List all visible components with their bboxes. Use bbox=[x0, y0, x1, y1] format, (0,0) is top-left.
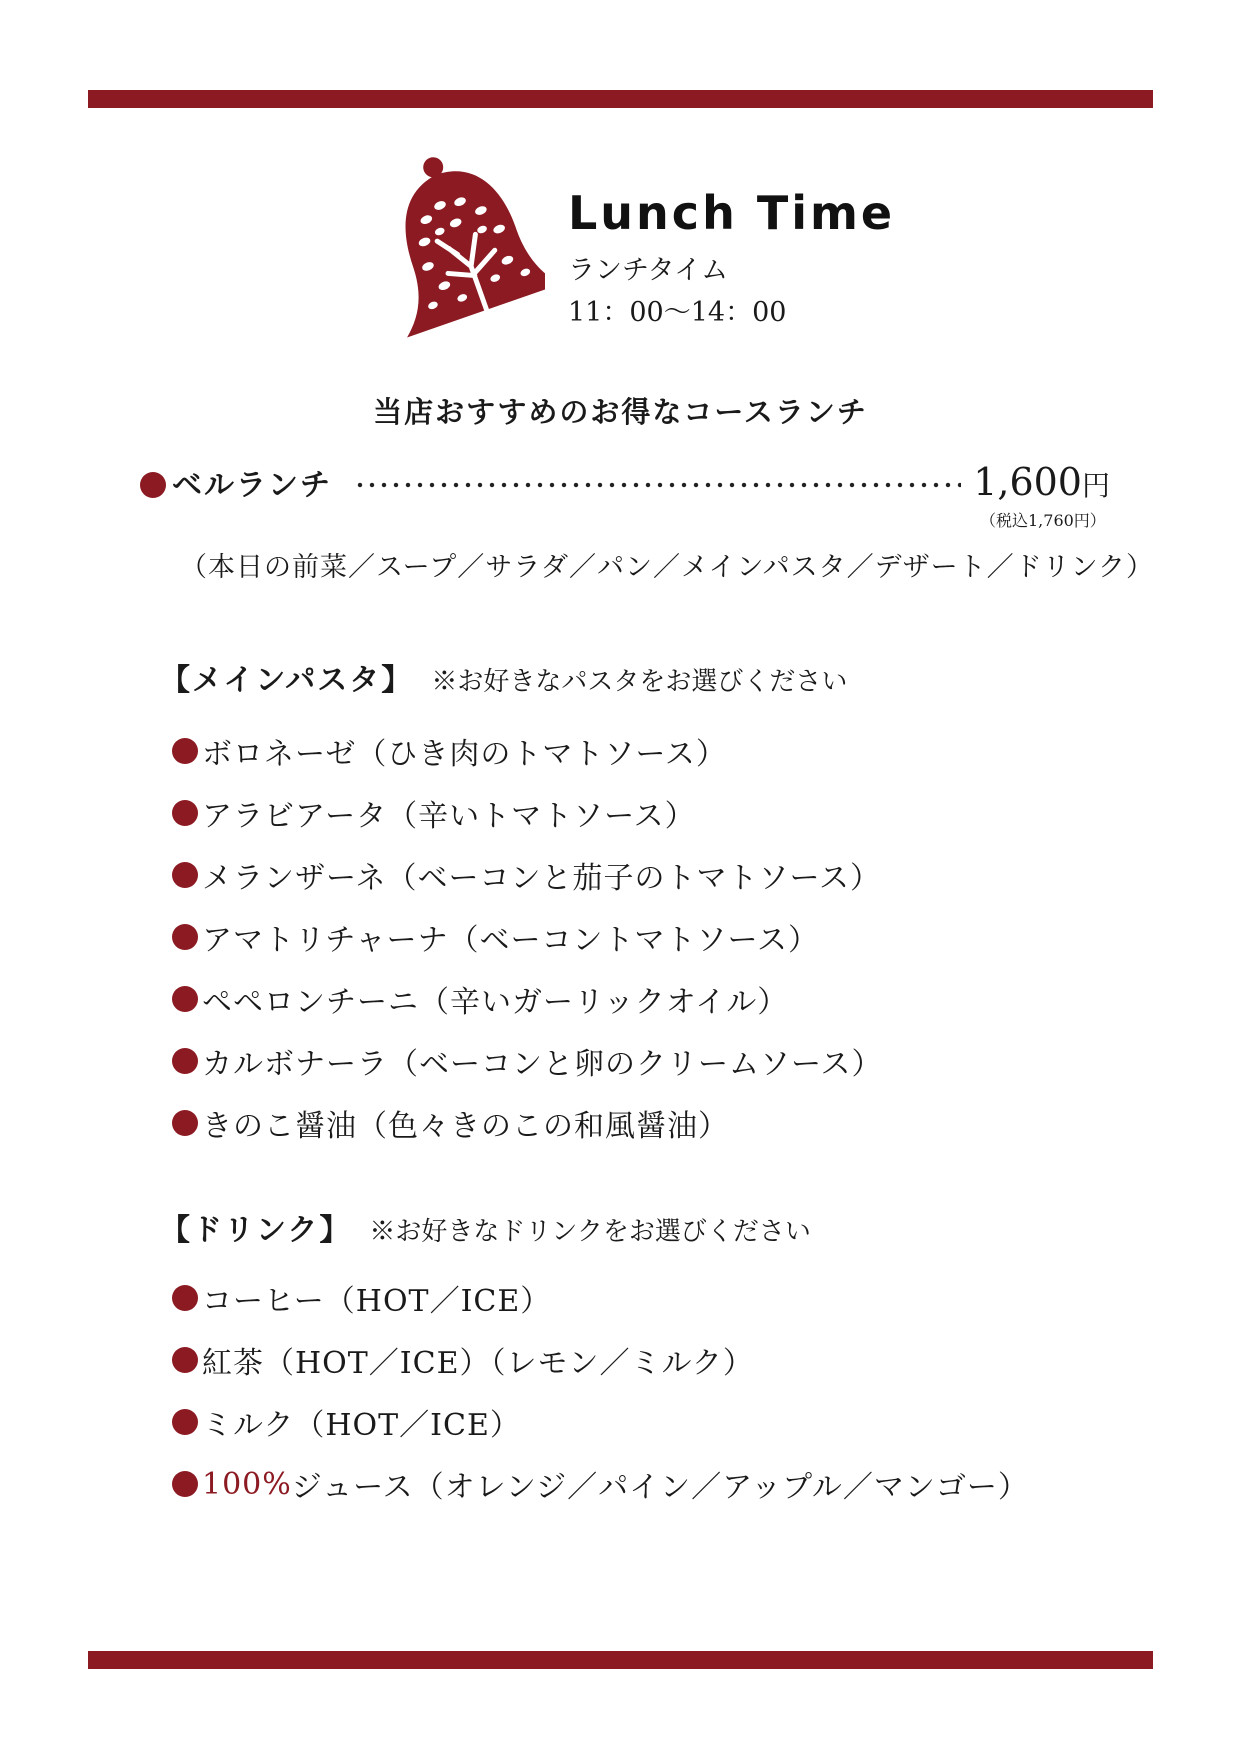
drink-section-note: ※お好きなドリンクをお選びください bbox=[369, 1217, 811, 1247]
course-heading: 当店おすすめのお得なコースランチ bbox=[373, 395, 868, 429]
top-rule bbox=[88, 90, 1153, 108]
tax-included-note: （税込1,760円） bbox=[980, 511, 1106, 530]
bullet-icon bbox=[140, 472, 166, 498]
course-price-unit: 円 bbox=[1081, 469, 1110, 502]
dot-leader bbox=[354, 482, 961, 488]
pasta-section-note: ※お好きなパスタをお選びください bbox=[431, 667, 848, 697]
drink-list bbox=[172, 1267, 1029, 1515]
bullet-icon bbox=[172, 800, 198, 826]
pasta-item-label: カルボナーラ（ベーコンと卵のクリームソース） bbox=[202, 1047, 883, 1082]
pasta-item bbox=[172, 1030, 883, 1092]
lunch-subtitle: ランチタイム bbox=[568, 255, 729, 286]
course-name: ベルランチ bbox=[172, 468, 332, 503]
bottom-rule bbox=[88, 1651, 1153, 1669]
drink-section-header bbox=[160, 1205, 811, 1249]
bullet-icon bbox=[172, 862, 198, 888]
course-contents: （本日の前菜／スープ／サラダ／パン／メインパスタ／デザート／ドリンク） bbox=[180, 552, 1155, 583]
pasta-item bbox=[172, 968, 883, 1030]
pasta-item-label: ボロネーゼ（ひき肉のトマトソース） bbox=[202, 737, 727, 772]
drink-item bbox=[172, 1391, 1029, 1453]
bullet-icon bbox=[172, 1048, 198, 1074]
drink-item-label: ジュース（オレンジ／パイン／アップル／マンゴー） bbox=[291, 1470, 1029, 1505]
bullet-icon bbox=[172, 924, 198, 950]
lunch-title: Lunch Time bbox=[568, 186, 896, 240]
pasta-item bbox=[172, 720, 883, 782]
drink-item bbox=[172, 1267, 1029, 1329]
lunch-hours: 11：00〜14：00 bbox=[568, 297, 787, 328]
drink-section-title: 【ドリンク】 bbox=[160, 1213, 352, 1248]
course-row bbox=[140, 460, 1110, 510]
pasta-list bbox=[172, 720, 883, 1154]
juice-percent: 100% bbox=[202, 1466, 292, 1502]
course-price: 1,600 bbox=[973, 460, 1082, 504]
pasta-item bbox=[172, 1092, 883, 1154]
pasta-item-label: アマトリチャーナ（ベーコントマトソース） bbox=[202, 923, 819, 958]
bullet-icon bbox=[172, 1110, 198, 1136]
pasta-item-label: アラビアータ（辛いトマトソース） bbox=[202, 799, 696, 834]
drink-item-label: コーヒー（HOT／ICE） bbox=[202, 1284, 552, 1319]
bullet-icon bbox=[172, 738, 198, 764]
pasta-item-label: ペペロンチーニ（辛いガーリックオイル） bbox=[202, 985, 789, 1020]
pasta-section-title: 【メインパスタ】 bbox=[160, 663, 414, 698]
bell-with-tree-icon bbox=[370, 150, 545, 340]
pasta-item-label: メランザーネ（ベーコンと茄子のトマトソース） bbox=[202, 861, 881, 896]
pasta-item bbox=[172, 782, 883, 844]
bullet-icon bbox=[172, 1285, 198, 1311]
bullet-icon bbox=[172, 1471, 198, 1497]
drink-item-label: ミルク（HOT／ICE） bbox=[202, 1408, 521, 1443]
pasta-item-label: きのこ醤油（色々きのこの和風醤油） bbox=[202, 1109, 729, 1144]
bullet-icon bbox=[172, 986, 198, 1012]
drink-item bbox=[172, 1453, 1029, 1515]
drink-item bbox=[172, 1329, 1029, 1391]
bullet-icon bbox=[172, 1409, 198, 1435]
pasta-item bbox=[172, 906, 883, 968]
pasta-item bbox=[172, 844, 883, 906]
bullet-icon bbox=[172, 1347, 198, 1373]
drink-item-label: 紅茶（HOT／ICE）（レモン／ミルク） bbox=[202, 1346, 754, 1381]
pasta-section-header bbox=[160, 655, 847, 699]
